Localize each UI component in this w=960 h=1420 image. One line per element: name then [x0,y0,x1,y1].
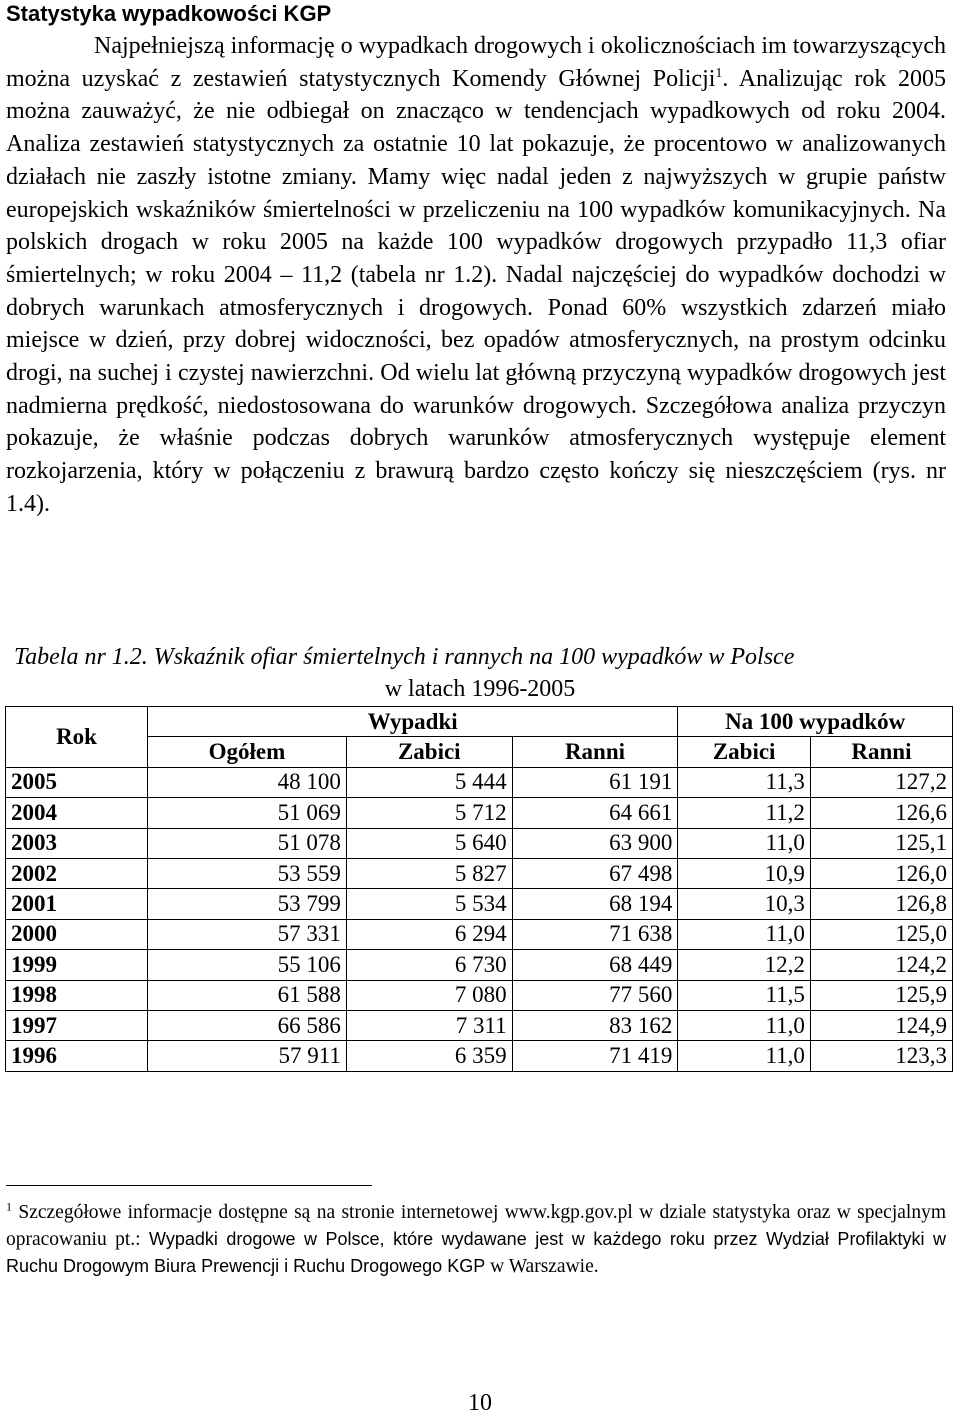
cell-ranni-per-100: 124,2 [810,950,952,980]
page-number: 10 [468,1390,492,1416]
cell-ranni-per-100: 125,1 [810,828,952,858]
cell-year: 1998 [6,980,148,1010]
footnote-marker: 1 [6,1199,12,1214]
cell-zabici-per-100: 10,3 [678,889,811,919]
cell-zabici-per-100: 11,2 [678,798,811,828]
cell-zabici: 7 311 [346,1010,512,1040]
cell-ogolem: 61 588 [148,980,347,1010]
cell-year: 2000 [6,919,148,949]
cell-ranni: 71 419 [512,1041,678,1071]
header-rok: Rok [6,707,148,768]
table-row [6,828,953,858]
header-ogolem: Ogółem [148,737,347,767]
cell-zabici: 5 712 [346,798,512,828]
cell-year: 2002 [6,858,148,888]
cell-zabici-per-100: 11,3 [678,767,811,797]
table-row [6,889,953,919]
cell-ogolem: 51 078 [148,828,347,858]
table-header-row-1 [6,707,953,737]
cell-year: 1999 [6,950,148,980]
footnote-text-a: Szczegółowe informacje dostępne są na stronie internetowej www.kgp.gov.pl w dziale statystyka oraz w specjalnym opracowaniu pt.: [6,1202,946,1250]
cell-ranni-per-100: 126,0 [810,858,952,888]
cell-ranni: 77 560 [512,980,678,1010]
cell-ogolem: 55 106 [148,950,347,980]
cell-ranni: 63 900 [512,828,678,858]
header-group-na100: Na 100 wypadków [678,707,953,737]
cell-zabici: 6 359 [346,1041,512,1071]
cell-year: 2004 [6,798,148,828]
table-caption-title: Tabela nr 1.2. Wskaźnik ofiar śmiertelnych i rannych na 100 wypadków w Polsce [14,644,795,670]
cell-zabici-per-100: 11,0 [678,828,811,858]
table-row [6,858,953,888]
table-row [6,919,953,949]
cell-ranni: 67 498 [512,858,678,888]
cell-ranni-per-100: 123,3 [810,1041,952,1071]
footnote-separator [6,1185,372,1186]
table-caption-years: w latach 1996-2005 [384,676,576,702]
cell-ranni-per-100: 127,2 [810,767,952,797]
paragraph-text-part1: Najpełniejszą informację o wypadkach drogowych i okolicznościach im towarzyszących można uzyskać z zestawień statystycznych Komendy Głównej Policji [6,33,946,92]
section-heading: Statystyka wypadkowości KGP [6,1,332,26]
cell-year: 2005 [6,767,148,797]
cell-ogolem: 53 559 [148,858,347,888]
cell-ranni-per-100: 125,9 [810,980,952,1010]
cell-zabici: 5 534 [346,889,512,919]
cell-zabici-per-100: 11,5 [678,980,811,1010]
footnote-reference[interactable]: 1 [715,65,723,81]
table-row [6,798,953,828]
cell-year: 2001 [6,889,148,919]
cell-zabici: 5 444 [346,767,512,797]
cell-zabici-per-100: 11,0 [678,919,811,949]
paragraph-text-part2: . Analizując rok 2005 można zauważyć, że nie odbiegał on znacząco w tendencjach wypadkowych od roku 2004. Analiza zestawień statystycznych za ostatnie 10 lat pokazuje, że procentowo w analizowanych działach nie zaszły istotne zmiany. Mamy więc nadal jeden z najwyższych w grupie państw europejskich wskaźników śmiertelności w przeliczeniu na 100 wypadków komunikacyjnych. Na polskich drogach w roku 2005 na każde 100 wypadków drogowych przypadło 11,3 ofiar śmiertelnych; w roku 2004 – 11,2 (tabela nr 1.2). Nadal najczęściej do wypadków dochodzi w dobrych warunkach atmosferycznych i drogowych. Ponad 60% wszystkich zdarzeń miało miejsce w dzień, przy dobrej widoczności, bez opadów atmosferycznych, na prostym odcinku drogi, na suchej i czystej nawierzchni. Od wielu lat główną przyczyną wypadków drogowych jest nadmierna prędkość, niedostosowana do warunków drogowych. Szczegółowa analiza przyczyn pokazuje, że właśnie podczas dobrych warunków atmosferycznych występuje element rozkojarzenia, który w połączeniu z brawurą bardzo często kończy się nieszczęściem (rys. nr 1.4). [6,65,946,517]
table-row [6,767,953,797]
cell-zabici: 5 640 [346,828,512,858]
cell-ranni: 64 661 [512,798,678,828]
footnote-publication-title: Wypadki drogowe w Polsce, które wydawane jest w każdego roku przez Wydział Profilaktyki w Ruchu Drogowym Biura Prewencji i Ruchu Drogowego KGP [6,1229,946,1276]
cell-ranni-per-100: 124,9 [810,1010,952,1040]
cell-ranni: 68 194 [512,889,678,919]
cell-ogolem: 66 586 [148,1010,347,1040]
cell-zabici-per-100: 11,0 [678,1010,811,1040]
table-header-row-2 [6,737,953,767]
cell-zabici-per-100: 11,0 [678,1041,811,1071]
cell-zabici: 5 827 [346,858,512,888]
cell-ranni: 83 162 [512,1010,678,1040]
cell-ogolem: 51 069 [148,798,347,828]
cell-zabici-per-100: 10,9 [678,858,811,888]
cell-ranni-per-100: 125,0 [810,919,952,949]
cell-ranni-per-100: 126,6 [810,798,952,828]
cell-zabici: 7 080 [346,980,512,1010]
cell-zabici: 6 730 [346,950,512,980]
cell-zabici: 6 294 [346,919,512,949]
header-zabici-per-100: Zabici [678,737,811,767]
header-zabici: Zabici [346,737,512,767]
table-row [6,950,953,980]
cell-ranni: 71 638 [512,919,678,949]
table-row [6,1041,953,1071]
body-paragraph [6,30,946,521]
header-group-wypadki: Wypadki [148,707,678,737]
cell-zabici-per-100: 12,2 [678,950,811,980]
cell-ogolem: 53 799 [148,889,347,919]
footnote [6,1199,946,1280]
cell-ranni-per-100: 126,8 [810,889,952,919]
cell-year: 1997 [6,1010,148,1040]
table-row [6,1010,953,1040]
cell-ogolem: 48 100 [148,767,347,797]
header-ranni: Ranni [512,737,678,767]
cell-ogolem: 57 911 [148,1041,347,1071]
statistics-table [5,706,953,1072]
cell-ranni: 68 449 [512,950,678,980]
table-row [6,980,953,1010]
header-ranni-per-100: Ranni [810,737,952,767]
cell-year: 1996 [6,1041,148,1071]
cell-ranni: 61 191 [512,767,678,797]
footnote-text-b: w Warszawie. [485,1256,599,1277]
cell-year: 2003 [6,828,148,858]
cell-ogolem: 57 331 [148,919,347,949]
